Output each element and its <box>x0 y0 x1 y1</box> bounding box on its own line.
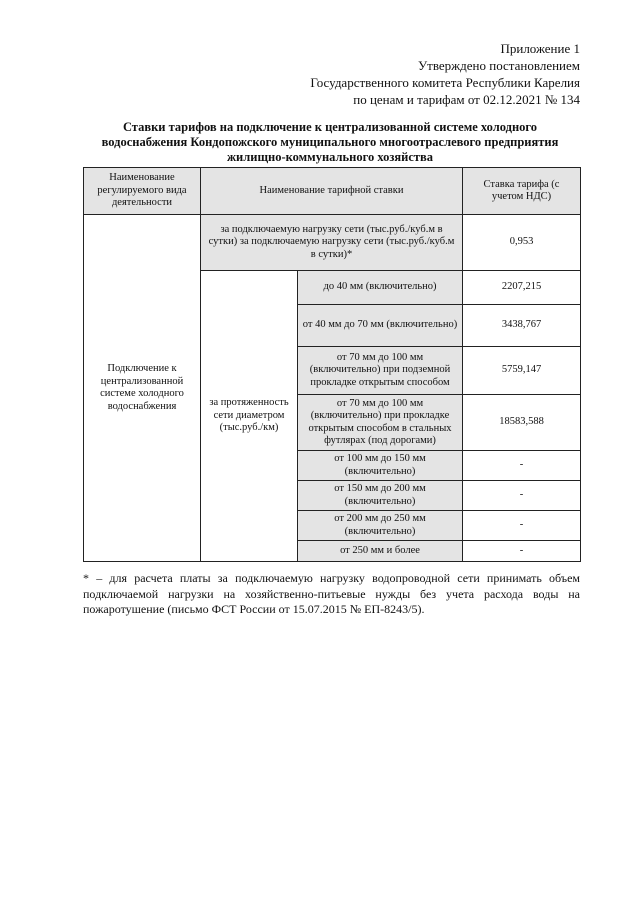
diameter-label: до 40 мм (включительно) <box>298 271 463 305</box>
col-header-activity: Наименование регулируемого вида деятельности <box>84 168 201 215</box>
load-rate-name: за подключаемую нагрузку сети (тыс.руб./куб.м в сутки) за подключаемую нагрузку сети (тыс.руб./куб.м в сутки)* <box>201 215 463 271</box>
header-line: Приложение 1 <box>500 41 580 56</box>
header-line: по ценам и тарифам от 02.12.2021 № 134 <box>353 92 580 107</box>
load-rate-value: 0,953 <box>463 215 581 271</box>
diameter-label: от 100 мм до 150 мм (включительно) <box>298 451 463 481</box>
rate-value: - <box>463 481 581 511</box>
diameter-label: от 150 мм до 200 мм (включительно) <box>298 481 463 511</box>
diameter-label: от 70 мм до 100 мм (включительно) при прокладке открытым способом в стальных футлярах (под дорогами) <box>298 395 463 451</box>
rate-value: - <box>463 541 581 562</box>
tariff-table <box>83 167 581 562</box>
footnote: * – для расчета платы за подключаемую нагрузку водопроводной сети принимать объем подключаемой нагрузки на хозяйственно-питьевые нужды без учета расхода воды на пожаротушение (письмо ФСТ России от 15.07.2015 № ЕП-8243/5). <box>83 571 580 616</box>
rate-value: - <box>463 511 581 541</box>
title-line: водоснабжения Кондопожского муниципального многоотраслевого предприятия <box>101 135 559 149</box>
header-line: Государственного комитета Республики Карелия <box>310 75 580 90</box>
rate-value: 5759,147 <box>463 347 581 395</box>
diameter-label: от 70 мм до 100 мм (включительно) при подземной прокладке открытым способом <box>298 347 463 395</box>
title-line: Ставки тарифов на подключение к централизованной системе холодного <box>122 120 538 134</box>
rate-value: 2207,215 <box>463 271 581 305</box>
col-header-rate-name: Наименование тарифной ставки <box>201 168 463 215</box>
diameter-label: от 200 мм до 250 мм (включительно) <box>298 511 463 541</box>
table-row <box>84 215 581 271</box>
header-line: Утверждено постановлением <box>417 58 580 73</box>
activity-cell: Подключение к централизованной системе холодного водоснабжения <box>84 215 201 562</box>
rate-value: - <box>463 451 581 481</box>
length-rate-label: за протяженность сети диаметром (тыс.руб./км) <box>201 271 298 562</box>
diameter-label: от 250 мм и более <box>298 541 463 562</box>
rate-value: 3438,767 <box>463 305 581 347</box>
rate-value: 18583,588 <box>463 395 581 451</box>
col-header-rate: Ставка тарифа (с учетом НДС) <box>463 168 581 215</box>
title-line: жилищно-коммунального хозяйства <box>226 150 434 164</box>
table-header-row <box>84 168 581 215</box>
diameter-label: от 40 мм до 70 мм (включительно) <box>298 305 463 347</box>
approval-header <box>310 40 580 108</box>
document-title <box>80 120 580 165</box>
